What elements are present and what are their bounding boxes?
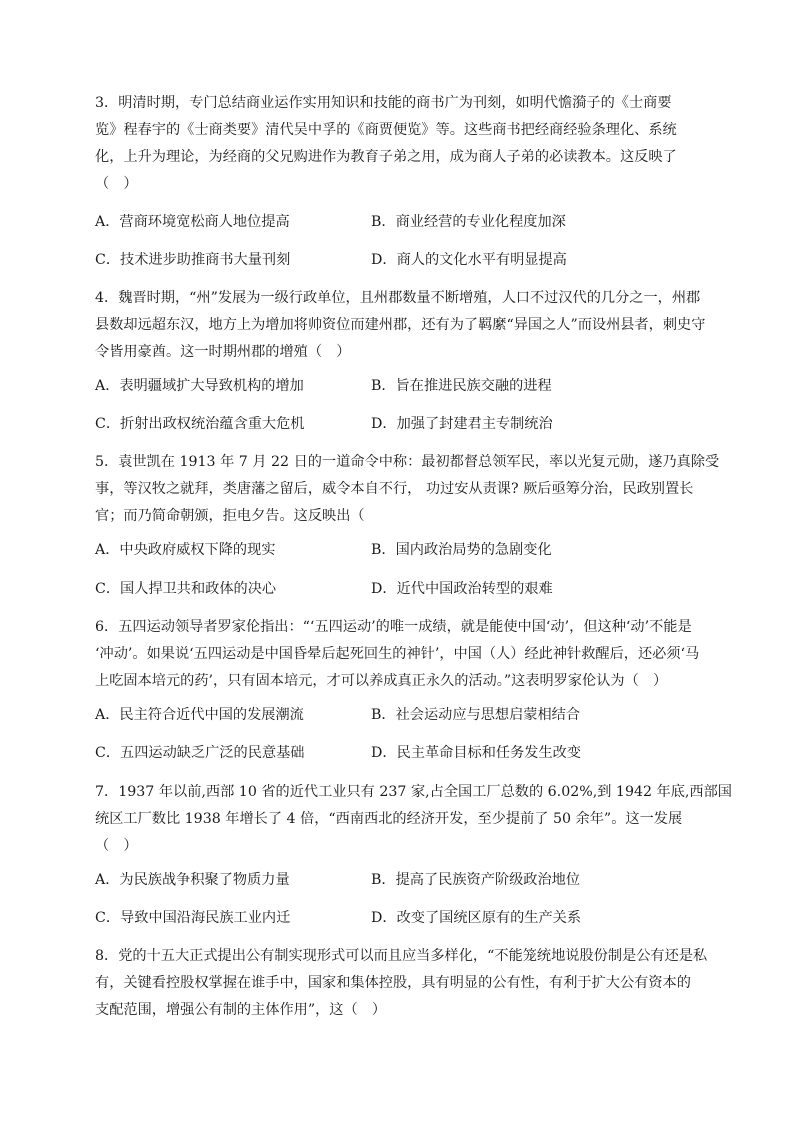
stem-line: 县数却远超东汉，地方上为增加将帅资位而建州郡，还有为了羁縻“异国之人”而设州县者，刺史守 [95, 317, 706, 333]
option-a: A．民主符合近代中国的发展潮流 [95, 707, 304, 723]
answer-blank: （ ） [95, 176, 138, 192]
stem-line: 令皆用豪酋。这一时期州郡的增殖（ ） [95, 344, 351, 360]
stem-line: 有，关键看控股权掌握在谁手中，国家和集体控股，具有明显的公有性，有利于扩大公有资本的 [95, 975, 691, 991]
question-3-stem [95, 90, 705, 198]
option-c: C．折射出政权统治蕴含重大危机 [95, 416, 305, 432]
option-c: C．技术进步助推商书大量刊刻 [95, 252, 291, 268]
stem-line: 支配范围，增强公有制的主体作用”，这（ ） [95, 1002, 387, 1018]
option-a: A．营商环境宽松商人地位提高 [95, 214, 290, 230]
option-d: D．改变了国统区原有的生产关系 [371, 910, 582, 926]
question-5-stem [95, 449, 720, 530]
question-6-stem [95, 614, 705, 695]
stem-line: 化，上升为理论，为经商的父兄购进作为教育子弟之用，成为商人子弟的必读教本。这反映了 [95, 149, 677, 165]
stem-line: 8．党的十五大正式提出公有制实现形式可以而且应当多样化，“不能笼统地说股份制是公有还是私 [95, 948, 708, 964]
option-d: D．加强了封建君主专制统治 [371, 416, 553, 432]
option-b: B．商业经营的专业化程度加深 [371, 214, 566, 230]
stem-line: ‘冲动’。如果说‘五四运动是中国昏晕后起死回生的神针’，中国（人）经此神针救醒后，还必须‘马 [95, 646, 700, 662]
question-4-stem [95, 285, 705, 366]
option-a: A．表明疆域扩大导致机构的增加 [95, 378, 304, 394]
option-a: A．为民族战争积聚了物质力量 [95, 872, 290, 888]
stem-line: 4．魏晋时期，“州”发展为一级行政单位，且州郡数量不断增殖，人口不过汉代的几分之一，州郡 [95, 290, 701, 306]
question-7-stem [95, 779, 732, 860]
option-b: B．社会运动应与思想启蒙相结合 [371, 707, 581, 723]
option-c: C．五四运动缺乏广泛的民意基础 [95, 745, 305, 761]
option-b: B．提高了民族资产阶级政治地位 [371, 872, 581, 888]
stem-line: 5．袁世凯在 1913 年 7 月 22 日的一道命令中称：最初都督总领军民，率以光复元勋，遂乃真除受 [95, 454, 720, 470]
stem-line: 上吃固本培元的药’，只有固本培元，才可以养成真正永久的活动。”这表明罗家伦认为（ ） [95, 673, 668, 689]
option-d: D．近代中国政治转型的艰难 [371, 581, 553, 597]
option-d: D．民主革命目标和任务发生改变 [371, 745, 582, 761]
stem-line: 事，等汉牧之就拜，类唐藩之留后，威令本自不行， 功过安从责课? 厥后亟筹分治，民政别置长 [95, 481, 694, 497]
option-b: B．国内政治局势的急剧变化 [371, 542, 552, 558]
option-c: C．导致中国沿海民族工业内迁 [95, 910, 291, 926]
option-d: D．商人的文化水平有明显提高 [371, 252, 567, 268]
stem-line: 7．1937 年以前,西部 10 省的近代工业只有 237 家,占全国工厂总数的 6.02%,到 1942 年底,西部国 [95, 784, 732, 800]
stem-line: 统区工厂数比 1938 年增长了 4 倍，“西南西北的经济开发，至少提前了 50 余年”。这一发展 [95, 811, 683, 827]
option-c: C．国人捍卫共和政体的决心 [95, 581, 277, 597]
stem-line: 3．明清时期，专门总结商业运作实用知识和技能的商书广为刊刻，如明代憺漪子的《士商要 [95, 95, 672, 111]
stem-line: 6．五四运动领导者罗家伦指出：“‘五四运动’的唯一成绩，就是能使中国‘动’，但这种‘动’不能是 [95, 619, 692, 635]
answer-blank: （ ） [95, 838, 138, 854]
option-b: B．旨在推进民族交融的进程 [371, 378, 552, 394]
stem-line: 官；而乃简命朝颁，拒电夕告。这反映出（ [95, 508, 365, 524]
question-8-stem [95, 943, 708, 1024]
stem-line: 览》程春宇的《士商类要》清代吴中孚的《商贾便览》等。这些商书把经商经验条理化、系统 [95, 122, 677, 138]
option-a: A．中央政府威权下降的现实 [95, 542, 276, 558]
